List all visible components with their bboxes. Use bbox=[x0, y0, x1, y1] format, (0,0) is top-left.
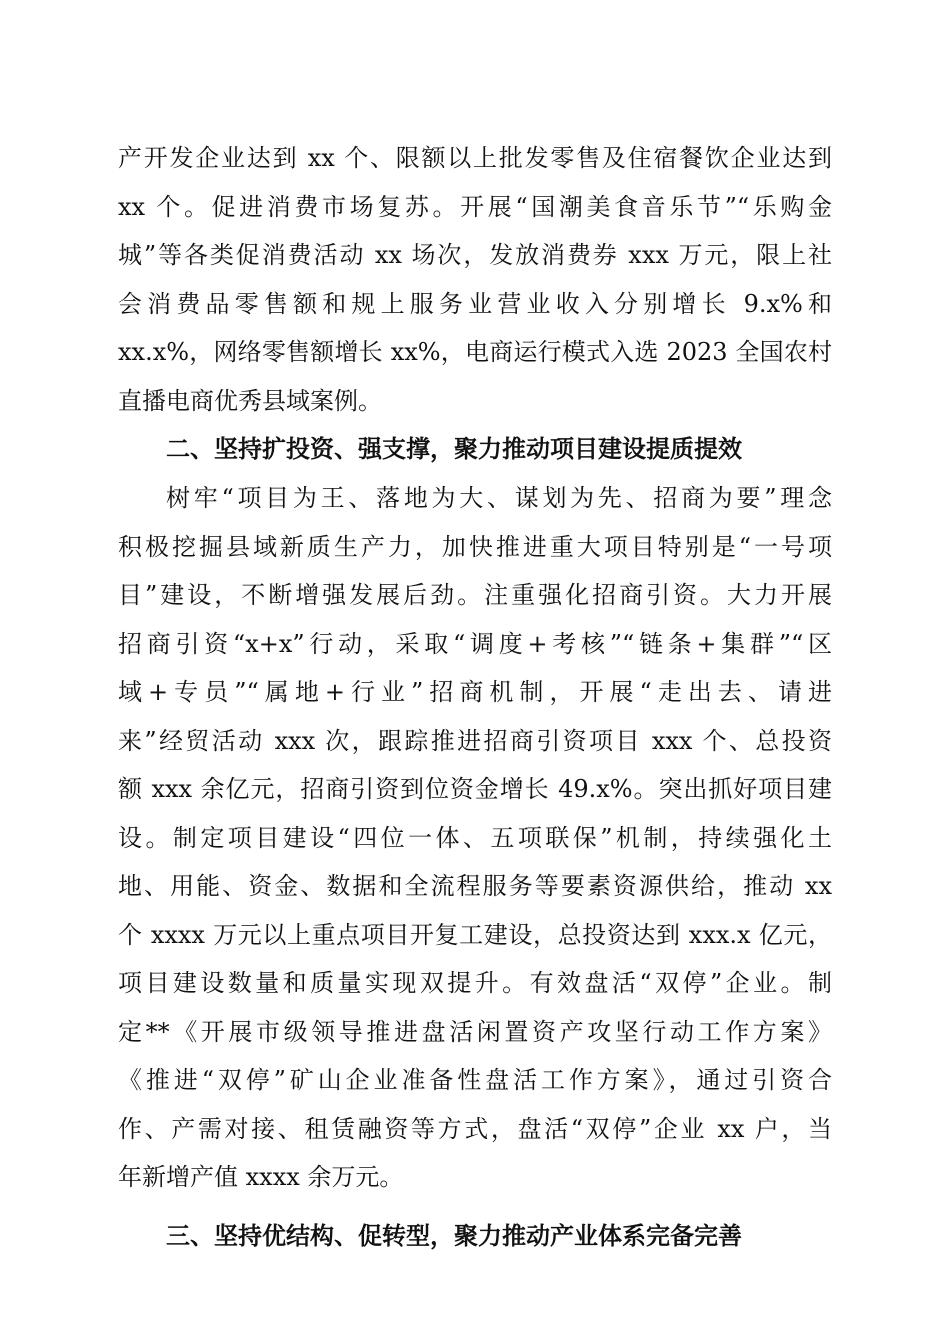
text-line: 作、产需对接、租赁融资等方式，盘活“双停”企业 xx 户，当 bbox=[118, 1115, 832, 1143]
text-line: 目”建设，不断增强发展后劲。注重强化招商引资。大力开展 bbox=[118, 581, 832, 609]
text-line: 招商引资“x+x”行动，采取“调度+考核”“链条+集群”“区 bbox=[118, 630, 832, 658]
section-heading-investment: 二、坚持扩投资、强支撑，聚力推动项目建设提质提效 bbox=[166, 435, 742, 463]
text-line: 地、用能、资金、数据和全流程服务等要素资源供给，推动 xx bbox=[118, 872, 832, 900]
text-line: 会消费品零售额和规上服务业营业收入分别增长 9.x%和 bbox=[118, 290, 832, 318]
text-line: 项目建设数量和质量实现双提升。有效盘活“双停”企业。制 bbox=[118, 969, 832, 997]
text-line: 树牢“项目为王、落地为大、谋划为先、招商为要”理念 bbox=[166, 484, 832, 512]
text-line: 域+专员”“属地+行业”招商机制，开展“走出去、请进 bbox=[118, 678, 832, 706]
text-line: 额 xxx 余亿元，招商引资到位资金增长 49.x%。突出抓好项目建 bbox=[118, 775, 832, 803]
text-line: xx.x%，网络零售额增长 xx%，电商运行模式入选 2023 全国农村 bbox=[118, 338, 832, 366]
text-line: 积极挖掘县域新质生产力，加快推进重大项目特别是“一号项 bbox=[118, 533, 832, 561]
text-line: 城”等各类促消费活动 xx 场次，发放消费券 xxx 万元，限上社 bbox=[118, 241, 832, 269]
text-line: 直播电商优秀县域案例。 bbox=[118, 387, 382, 415]
text-line: 年新增产值 xxxx 余万元。 bbox=[118, 1163, 404, 1191]
text-line: 来”经贸活动 xxx 次，跟踪推进招商引资项目 xxx 个、总投资 bbox=[118, 727, 832, 755]
text-line: 产开发企业达到 xx 个、限额以上批发零售及住宿餐饮企业达到 bbox=[118, 144, 832, 172]
section-heading-industry: 三、坚持优结构、促转型，聚力推动产业体系完备完善 bbox=[166, 1222, 742, 1250]
text-line: 设。制定项目建设“四位一体、五项联保”机制，持续强化土 bbox=[118, 824, 832, 852]
text-line: 个 xxxx 万元以上重点项目开复工建设，总投资达到 xxx.x 亿元， bbox=[118, 921, 832, 949]
text-line: 定**《开展市级领导推进盘活闲置资产攻坚行动工作方案》 bbox=[118, 1018, 832, 1046]
text-line: xx 个。促进消费市场复苏。开展“国潮美食音乐节”“乐购金 bbox=[118, 193, 832, 221]
text-line: 《推进“双停”矿山企业准备性盘活工作方案》，通过引资合 bbox=[118, 1066, 832, 1094]
